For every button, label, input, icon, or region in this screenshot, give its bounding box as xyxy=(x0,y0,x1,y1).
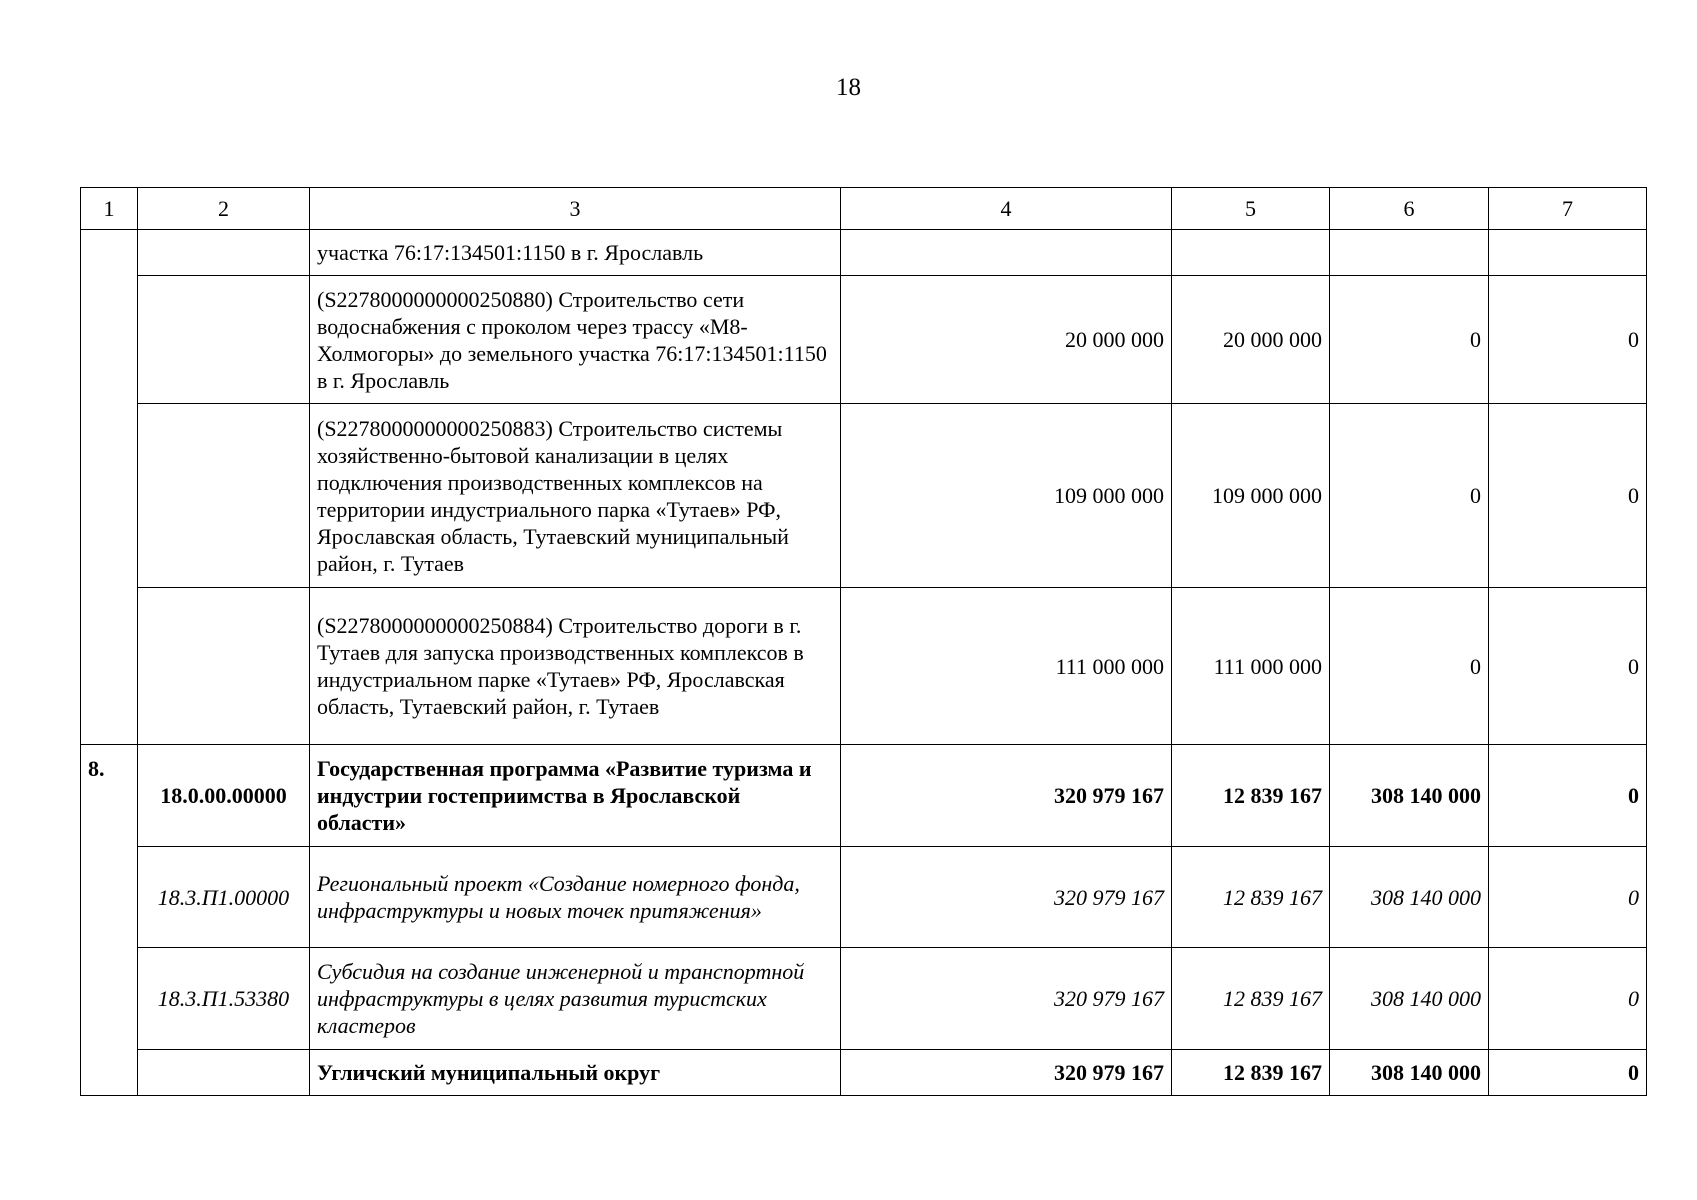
value-cell-col7: 0 xyxy=(1489,404,1647,588)
description-cell: участка 76:17:134501:1150 в г. Ярославль xyxy=(310,230,841,276)
code-cell xyxy=(138,588,310,745)
value-cell-col6: 0 xyxy=(1330,588,1489,745)
value-cell-col7: 0 xyxy=(1489,276,1647,404)
budget-table xyxy=(80,187,1647,1096)
description-cell: (S2278000000000250883) Строительство системы хозяйственно-бытовой канализации в целях подключения производственных комплексов на территории индустриального парка «Тутаев» РФ, Ярославская область, Тутаевский муниципальный район, г. Тутаев xyxy=(310,404,841,588)
row-number-cell: 8. xyxy=(81,745,138,1096)
description-cell: Региональный проект «Создание номерного фонда, инфраструктуры и новых точек притяжения» xyxy=(310,847,841,948)
table-row xyxy=(81,847,1647,948)
value-cell-col6 xyxy=(1330,230,1489,276)
value-cell-col4: 320 979 167 xyxy=(841,1050,1172,1096)
value-cell-col7 xyxy=(1489,230,1647,276)
value-cell-col7: 0 xyxy=(1489,745,1647,847)
value-cell-col7: 0 xyxy=(1489,948,1647,1050)
value-cell-col6: 308 140 000 xyxy=(1330,948,1489,1050)
value-cell-col6: 0 xyxy=(1330,404,1489,588)
value-cell-col4: 20 000 000 xyxy=(841,276,1172,404)
code-cell xyxy=(138,1050,310,1096)
row-number-cell xyxy=(81,230,138,745)
column-header: 3 xyxy=(310,188,841,230)
code-cell: 18.3.П1.53380 xyxy=(138,948,310,1050)
table-header-row xyxy=(81,188,1647,230)
value-cell-col6: 308 140 000 xyxy=(1330,745,1489,847)
value-cell-col7: 0 xyxy=(1489,847,1647,948)
table-row xyxy=(81,745,1647,847)
table-row xyxy=(81,404,1647,588)
value-cell-col5: 12 839 167 xyxy=(1172,745,1330,847)
value-cell-col5: 111 000 000 xyxy=(1172,588,1330,745)
table-row xyxy=(81,230,1647,276)
table-row xyxy=(81,588,1647,745)
value-cell-col4 xyxy=(841,230,1172,276)
column-header: 1 xyxy=(81,188,138,230)
value-cell-col4: 320 979 167 xyxy=(841,847,1172,948)
column-header: 2 xyxy=(138,188,310,230)
column-header: 5 xyxy=(1172,188,1330,230)
value-cell-col4: 111 000 000 xyxy=(841,588,1172,745)
value-cell-col5: 12 839 167 xyxy=(1172,948,1330,1050)
value-cell-col7: 0 xyxy=(1489,588,1647,745)
value-cell-col4: 109 000 000 xyxy=(841,404,1172,588)
value-cell-col4: 320 979 167 xyxy=(841,745,1172,847)
value-cell-col7: 0 xyxy=(1489,1050,1647,1096)
code-cell: 18.0.00.00000 xyxy=(138,745,310,847)
page-number: 18 xyxy=(836,74,861,101)
value-cell-col5 xyxy=(1172,230,1330,276)
description-cell: Субсидия на создание инженерной и транспортной инфраструктуры в целях развития туристских кластеров xyxy=(310,948,841,1050)
table-row xyxy=(81,1050,1647,1096)
column-header: 7 xyxy=(1489,188,1647,230)
value-cell-col5: 20 000 000 xyxy=(1172,276,1330,404)
table-row xyxy=(81,948,1647,1050)
column-header: 6 xyxy=(1330,188,1489,230)
description-cell: Государственная программа «Развитие туризма и индустрии гостеприимства в Ярославской области» xyxy=(310,745,841,847)
value-cell-col6: 308 140 000 xyxy=(1330,847,1489,948)
description-cell: Угличский муниципальный округ xyxy=(310,1050,841,1096)
column-header: 4 xyxy=(841,188,1172,230)
code-cell xyxy=(138,276,310,404)
value-cell-col4: 320 979 167 xyxy=(841,948,1172,1050)
value-cell-col6: 308 140 000 xyxy=(1330,1050,1489,1096)
value-cell-col6: 0 xyxy=(1330,276,1489,404)
table-row xyxy=(81,276,1647,404)
value-cell-col5: 12 839 167 xyxy=(1172,847,1330,948)
description-cell: (S2278000000000250880) Строительство сети водоснабжения с проколом через трассу «М8-Холмогоры» до земельного участка 76:17:134501:1150 в г. Ярославль xyxy=(310,276,841,404)
value-cell-col5: 12 839 167 xyxy=(1172,1050,1330,1096)
code-cell xyxy=(138,404,310,588)
code-cell xyxy=(138,230,310,276)
description-cell: (S2278000000000250884) Строительство дороги в г. Тутаев для запуска производственных комплексов в индустриальном парке «Тутаев» РФ, Ярославская область, Тутаевский район, г. Тутаев xyxy=(310,588,841,745)
code-cell: 18.3.П1.00000 xyxy=(138,847,310,948)
value-cell-col5: 109 000 000 xyxy=(1172,404,1330,588)
